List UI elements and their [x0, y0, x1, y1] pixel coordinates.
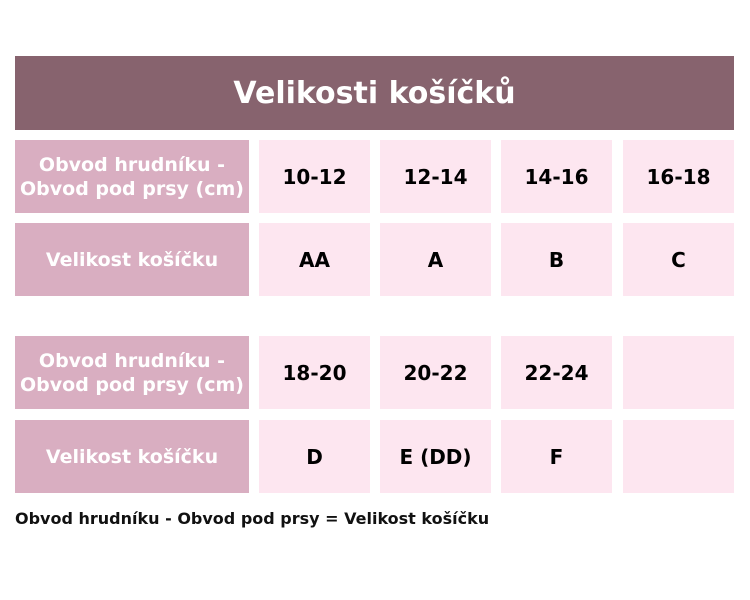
table1-row2-label: Velikost košíčku — [15, 223, 249, 296]
table1-row2-value-1: AA — [259, 223, 370, 296]
table2-row2-value-3: F — [501, 420, 612, 493]
table1-row1-value-1: 10-12 — [259, 140, 370, 213]
table1-row2-value-3: B — [501, 223, 612, 296]
table2-row2-value-4 — [623, 420, 734, 493]
table2-row1-value-2: 20-22 — [380, 336, 491, 409]
table2-row1-label: Obvod hrudníku - Obvod pod prsy (cm) — [15, 336, 249, 409]
table2-row2-value-2: E (DD) — [380, 420, 491, 493]
table1-row1-value-4: 16-18 — [623, 140, 734, 213]
table2-row2-value-1: D — [259, 420, 370, 493]
table2-row1-value-4 — [623, 336, 734, 409]
table2-row1-value-1: 18-20 — [259, 336, 370, 409]
page-title: Velikosti košíčků — [15, 56, 734, 130]
table2-row2-label: Velikost košíčku — [15, 420, 249, 493]
table1-row2-value-4: C — [623, 223, 734, 296]
table2-row1-value-3: 22-24 — [501, 336, 612, 409]
table1-row1-value-2: 12-14 — [380, 140, 491, 213]
table1-row1-value-3: 14-16 — [501, 140, 612, 213]
table1-row1-label: Obvod hrudníku - Obvod pod prsy (cm) — [15, 140, 249, 213]
footnote: Obvod hrudníku - Obvod pod prsy = Velikost košíčku — [15, 509, 490, 528]
table1-row2-value-2: A — [380, 223, 491, 296]
